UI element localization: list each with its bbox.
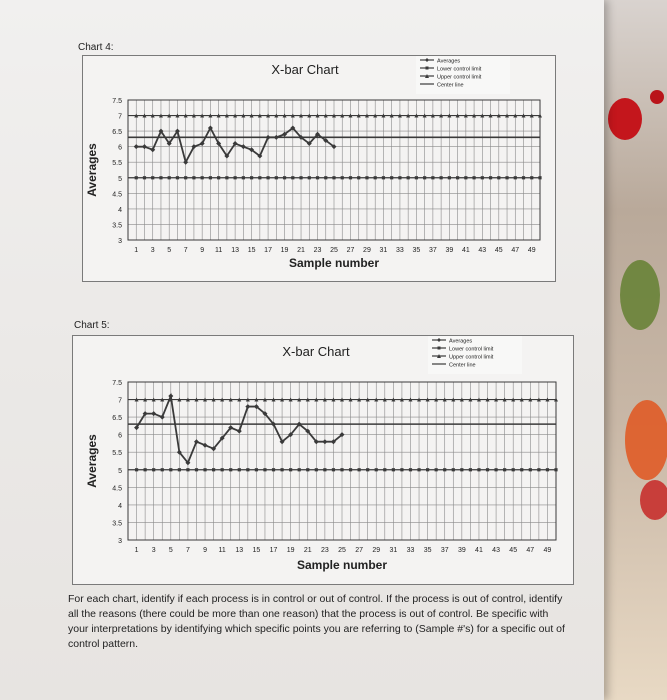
chart-title: X-bar Chart xyxy=(271,62,339,77)
x-tick-label: 49 xyxy=(543,547,552,554)
chart-title: X-bar Chart xyxy=(282,344,350,359)
lcl-marker xyxy=(392,468,395,471)
y-tick-label: 6 xyxy=(118,432,122,440)
y-tick-label: 5.5 xyxy=(112,160,122,168)
lcl-marker xyxy=(417,468,420,471)
lcl-marker xyxy=(358,468,361,471)
x-tick-label: 21 xyxy=(297,247,305,254)
lcl-marker xyxy=(460,468,463,471)
x-tick-label: 13 xyxy=(235,547,244,554)
x-tick-label: 29 xyxy=(372,547,381,554)
lcl-marker xyxy=(289,468,292,471)
x-tick-label: 23 xyxy=(320,547,329,554)
x-tick-label: 43 xyxy=(492,547,500,554)
lcl-marker xyxy=(546,468,549,471)
x-tick-label: 35 xyxy=(423,547,432,554)
lcl-marker xyxy=(443,468,446,471)
averages-point xyxy=(237,429,242,434)
lcl-marker xyxy=(375,468,378,471)
x-tick-label: 27 xyxy=(355,547,364,554)
y-tick-label: 3 xyxy=(118,238,122,245)
x-tick-label: 41 xyxy=(461,247,470,254)
x-tick-label: 33 xyxy=(396,247,404,254)
x-tick-label: 3 xyxy=(150,247,155,254)
y-tick-label: 3.5 xyxy=(112,520,122,528)
question-prompt: For each chart, identify if each process is in control or out of control. If the process is out of control, identify all the reasons (there could be more than one reason) that the process is out of control. Be specific with your interpretations by identifying which specific points you are referring to (Sample #'s) for a specific out of control pattern. xyxy=(68,593,565,650)
lcl-marker xyxy=(400,468,403,471)
lcl-marker xyxy=(169,468,172,471)
x-tick-label: 27 xyxy=(346,247,355,254)
fabric-orange-spot xyxy=(625,400,667,480)
lcl-marker xyxy=(229,468,232,471)
x-tick-label: 35 xyxy=(412,247,421,254)
lcl-marker xyxy=(152,468,155,471)
x-axis-label: Sample number xyxy=(296,558,388,572)
lcl-marker xyxy=(332,468,335,471)
lcl-marker xyxy=(161,468,164,471)
legend-label: Center line xyxy=(437,82,464,89)
x-tick-label: 1 xyxy=(134,247,139,254)
x-tick-label: 19 xyxy=(286,547,295,554)
y-tick-label: 4 xyxy=(118,502,122,510)
x-tick-label: 19 xyxy=(280,247,289,254)
y-tick-label: 7 xyxy=(118,397,122,405)
fabric-red-spot xyxy=(608,98,642,140)
x-tick-label: 39 xyxy=(445,247,454,254)
y-tick-label: 7.5 xyxy=(112,98,122,105)
lcl-marker xyxy=(520,468,523,471)
y-tick-label: 3.5 xyxy=(112,222,122,230)
x-tick-label: 11 xyxy=(218,547,226,554)
y-tick-label: 6.5 xyxy=(112,415,122,423)
x-tick-label: 5 xyxy=(167,247,172,254)
y-axis-label: Averages xyxy=(85,143,99,197)
x-tick-label: 29 xyxy=(363,247,371,254)
lcl-marker xyxy=(238,468,241,471)
x-tick-label: 25 xyxy=(338,547,346,554)
lcl-marker xyxy=(246,468,249,471)
x-tick-label: 1 xyxy=(134,547,139,554)
x-tick-label: 9 xyxy=(200,247,205,254)
x-tick-label: 7 xyxy=(183,247,188,254)
lcl-marker xyxy=(554,468,557,471)
lcl-marker xyxy=(186,468,189,471)
averages-point xyxy=(194,439,199,444)
x-axis-label: Sample number xyxy=(288,256,380,270)
x-tick-label: 7 xyxy=(185,547,190,554)
legend-marker xyxy=(438,347,441,350)
x-tick-label: 13 xyxy=(231,247,240,254)
y-tick-label: 5.5 xyxy=(112,450,122,458)
fabric-red-spot-lower xyxy=(640,480,667,520)
fabric-green-spot xyxy=(620,260,660,330)
x-tick-label: 49 xyxy=(527,247,536,254)
x-tick-label: 9 xyxy=(203,547,207,554)
y-tick-label: 6 xyxy=(118,144,122,152)
chart4-label: Chart 4: xyxy=(78,42,114,53)
x-tick-label: 5 xyxy=(168,547,173,554)
x-tick-label: 31 xyxy=(379,247,388,254)
lcl-marker xyxy=(203,468,206,471)
lcl-marker xyxy=(477,468,480,471)
y-tick-label: 4.5 xyxy=(112,191,122,199)
averages-point xyxy=(160,415,165,420)
y-tick-label: 3 xyxy=(118,538,122,545)
x-tick-label: 11 xyxy=(214,247,223,254)
x-tick-label: 37 xyxy=(428,247,437,254)
x-tick-label: 3 xyxy=(151,547,156,554)
lcl-marker xyxy=(212,468,215,471)
y-tick-label: 7 xyxy=(118,113,122,121)
y-tick-label: 4 xyxy=(118,206,122,214)
lcl-marker xyxy=(503,468,506,471)
averages-point xyxy=(245,404,250,409)
legend-label: Center line xyxy=(449,362,476,369)
lcl-marker xyxy=(494,468,497,471)
lcl-marker xyxy=(529,468,532,471)
x-tick-label: 21 xyxy=(303,547,312,554)
legend-label: Averages xyxy=(437,58,461,65)
lcl-marker xyxy=(537,468,540,471)
y-tick-label: 4.5 xyxy=(112,485,122,493)
x-tick-label: 41 xyxy=(475,547,483,554)
x-tick-label: 15 xyxy=(252,547,261,554)
lcl-marker xyxy=(195,468,198,471)
x-tick-label: 45 xyxy=(494,247,503,254)
lcl-marker xyxy=(426,468,429,471)
x-tick-label: 31 xyxy=(389,547,398,554)
lcl-marker xyxy=(280,468,283,471)
lcl-marker xyxy=(409,468,412,471)
lcl-marker xyxy=(435,468,438,471)
x-tick-label: 45 xyxy=(509,547,518,554)
legend-label: Upper control limit xyxy=(449,354,494,361)
y-tick-label: 5 xyxy=(118,175,122,183)
lcl-marker xyxy=(340,468,343,471)
lcl-marker xyxy=(366,468,369,471)
chart5-label: Chart 5: xyxy=(74,320,110,331)
x-tick-label: 17 xyxy=(269,547,278,554)
legend-label: Lower control limit xyxy=(437,66,482,73)
averages-point xyxy=(151,411,156,416)
lcl-marker xyxy=(135,468,138,471)
lcl-marker xyxy=(298,468,301,471)
y-axis-label: Averages xyxy=(85,434,99,488)
lcl-marker xyxy=(144,468,147,471)
x-tick-label: 37 xyxy=(440,547,449,554)
fabric-red-spot-small xyxy=(650,90,664,104)
lcl-marker xyxy=(323,468,326,471)
x-tick-label: 39 xyxy=(457,547,466,554)
legend-label: Averages xyxy=(449,338,473,345)
x-tick-label: 23 xyxy=(313,247,322,254)
y-tick-label: 5 xyxy=(118,467,122,475)
lcl-marker xyxy=(486,468,489,471)
x-tick-label: 43 xyxy=(478,247,487,254)
x-tick-label: 47 xyxy=(526,547,535,554)
legend-label: Upper control limit xyxy=(437,74,482,81)
lcl-marker xyxy=(452,468,455,471)
y-tick-label: 6.5 xyxy=(112,129,122,137)
lcl-marker xyxy=(221,468,224,471)
lcl-marker xyxy=(383,468,386,471)
lcl-marker xyxy=(349,468,352,471)
lcl-marker xyxy=(263,468,266,471)
averages-point xyxy=(203,443,208,448)
averages-point xyxy=(168,394,173,399)
averages-point xyxy=(322,439,327,444)
lcl-marker xyxy=(255,468,258,471)
lcl-marker xyxy=(272,468,275,471)
lcl-marker xyxy=(469,468,472,471)
x-tick-label: 15 xyxy=(247,247,256,254)
lcl-marker xyxy=(315,468,318,471)
x-tick-label: 25 xyxy=(330,247,338,254)
y-tick-label: 7.5 xyxy=(112,380,122,387)
x-tick-label: 47 xyxy=(511,247,520,254)
lcl-marker xyxy=(178,468,181,471)
legend-label: Lower control limit xyxy=(449,346,494,353)
lcl-marker xyxy=(512,468,515,471)
lcl-marker xyxy=(306,468,309,471)
x-tick-label: 17 xyxy=(264,247,272,254)
x-tick-label: 33 xyxy=(406,547,415,554)
